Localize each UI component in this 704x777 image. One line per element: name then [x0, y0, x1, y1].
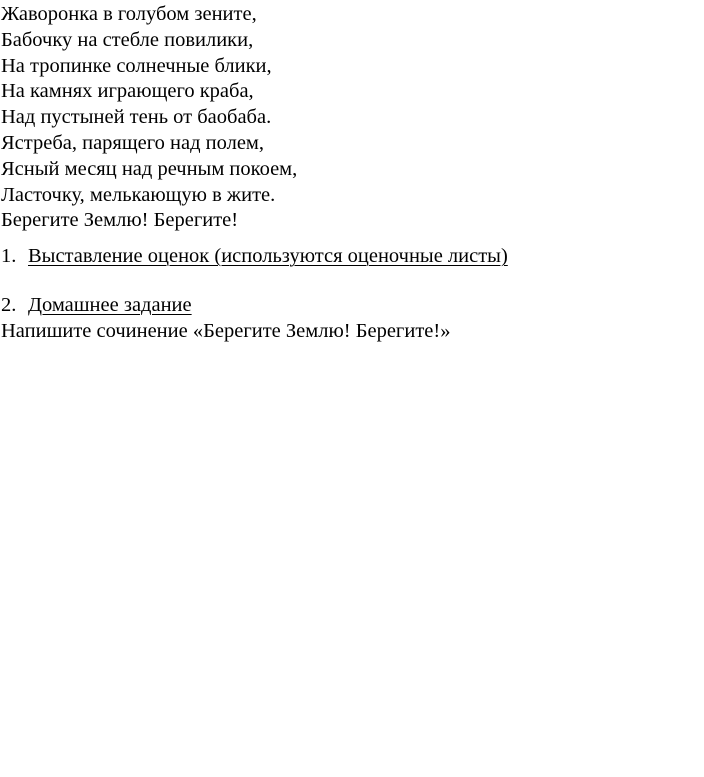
list-item-heading: Домашнее задание — [28, 294, 192, 316]
list-item-grading — [1, 243, 508, 269]
poem-line: На камнях играющего краба, — [1, 80, 254, 103]
poem — [1, 2, 297, 234]
poem-line: Берегите Землю! Берегите! — [1, 209, 239, 232]
poem-line: На тропинке солнечные блики, — [1, 54, 272, 77]
poem-line: Жаворонка в голубом зените, — [1, 3, 257, 25]
poem-line: Ясный месяц над речным покоем, — [1, 157, 298, 180]
list-item-number: 1. — [1, 245, 17, 267]
poem-line: Ласточку, мелькающую в жите. — [1, 183, 276, 206]
list-item-number: 2. — [1, 294, 17, 316]
homework-task: Напишите сочинение «Берегите Землю! Берегите!» — [1, 320, 451, 342]
poem-line: Над пустыней тень от баобаба. — [1, 106, 272, 129]
list-item-homework — [1, 292, 192, 318]
poem-line: Бабочку на стебле повилики, — [1, 28, 254, 51]
poem-line: Ястреба, парящего над полем, — [1, 131, 265, 154]
list-item-heading: Выставление оценок (используются оценочные листы) — [28, 245, 508, 267]
